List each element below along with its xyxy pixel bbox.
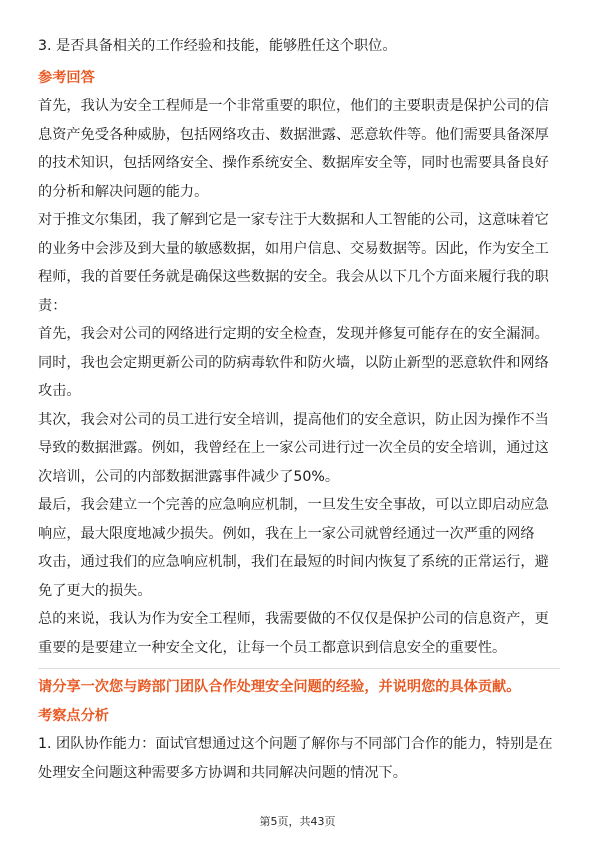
text-line: 息资产免受各种威胁，包括网络攻击、数据泄露、恶意软件等。他们需要具备深厚 (38, 126, 549, 143)
answer-paragraph (38, 349, 560, 406)
text-line: 1. 团队协作能力：面试官想通过这个问题了解你与不同部门合作的能力，特别是在 (38, 736, 553, 752)
text-line: 次培训，公司的内部数据泄露事件减少了50%。 (38, 468, 340, 485)
text-line: 总的来说，我认为作为安全工程师，我需要做的不仅仅是保护公司的信息资产，更 (38, 611, 549, 627)
text-line: 的业务中会涉及到大量的敏感数据，如用户信息、交易数据等。因此，作为安全工 (38, 240, 549, 257)
answer-paragraph (38, 320, 560, 349)
answer-paragraph (38, 92, 560, 206)
text-line: 重要的是要建立一种安全文化，让每一个员工都意识到信息安全的重要性。 (38, 639, 507, 656)
text-line: 攻击，通过我们的应急响应机制，我们在最短的时间内恢复了系统的正常运行，避 (38, 554, 549, 570)
answer-paragraph (38, 491, 560, 605)
text-line: 的技术知识，包括网络安全、操作系统安全、数据库安全等，同时也需要具备良好 (38, 155, 549, 171)
answer-heading: 参考回答 (38, 69, 95, 86)
text-line: 攻击。 (38, 383, 81, 399)
text-line: 导致的数据泄露。例如，我曾经在上一家公司进行过一次全员的安全培训，通过这 (38, 440, 549, 456)
text-line: 的分析和解决问题的能力。 (38, 183, 209, 200)
text-line: 责： (38, 297, 67, 314)
analysis-body (38, 730, 560, 787)
text-line: 首先，我认为安全工程师是一个非常重要的职位，他们的主要职责是保护公司的信 (38, 98, 549, 114)
section-divider (38, 668, 560, 669)
analysis-heading: 考察点分析 (38, 707, 109, 724)
text-line: 其次，我会对公司的员工进行安全培训，提高他们的安全意识，防止因为操作不当 (38, 411, 549, 428)
text-line: 响应，最大限度地减少损失。例如，我在上一家公司就曾经通过一次严重的网络 (38, 525, 535, 542)
text-line: 同时，我也会定期更新公司的防病毒软件和防火墙，以防止新型的恶意软件和网络 (38, 354, 549, 371)
text-line: 免了更大的损失。 (38, 582, 152, 599)
text-line: 最后，我会建立一个完善的应急响应机制，一旦发生安全事故，可以立即启动应急 (38, 497, 549, 513)
answer-paragraph (38, 206, 560, 320)
page-content (38, 32, 560, 787)
page-number: 第5页，共43页 (259, 815, 336, 828)
text-line: 首先，我会对公司的网络进行定期的安全检查，发现并修复可能存在的安全漏洞。 (38, 326, 549, 342)
text-line: 处理安全问题这种需要多方协调和共同解决问题的情况下。 (38, 764, 407, 781)
answer-paragraph (38, 605, 560, 662)
question-item-3: 3. 是否具备相关的工作经验和技能，能够胜任这个职位。 (38, 38, 397, 54)
text-line: 对于推文尔集团，我了解到它是一家专注于大数据和人工智能的公司，这意味着它 (38, 212, 549, 228)
question-title: 请分享一次您与跨部门团队合作处理安全问题的经验，并说明您的具体贡献。 (38, 679, 521, 695)
text-line: 程师，我的首要任务就是确保这些数据的安全。我会从以下几个方面来履行我的职 (38, 269, 549, 285)
answer-body (38, 92, 560, 662)
answer-paragraph (38, 406, 560, 492)
